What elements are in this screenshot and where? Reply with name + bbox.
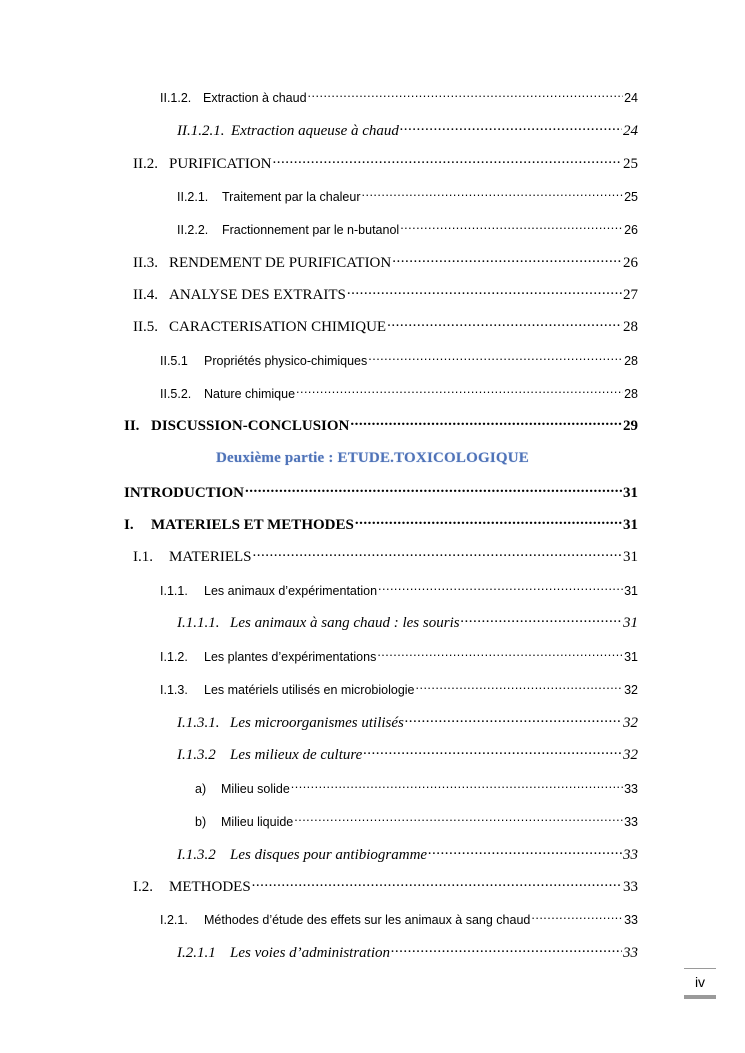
toc-entry-number: II.5.1 [160, 354, 188, 368]
toc-entry-number: I.1.3. [160, 683, 188, 697]
toc-entry-title: Les plantes d’expérimentations [204, 650, 377, 664]
toc-entry-number: I.1. [133, 549, 153, 565]
toc-entry-number: I.1.1.1. [177, 615, 220, 631]
toc-entry[interactable] [160, 910, 638, 929]
toc-entry-number: I.2.1.1 [177, 945, 216, 961]
page-number-bar [684, 995, 716, 999]
toc-entry[interactable] [133, 154, 638, 173]
toc-entry-title: RENDEMENT DE PURIFICATION [169, 255, 392, 271]
dot-leader [531, 910, 623, 924]
toc-entry-page: 26 [624, 223, 638, 237]
toc-entry-number: I.2. [133, 879, 153, 895]
dot-leader [400, 121, 622, 135]
toc-entry-page: 32 [623, 715, 638, 731]
toc-entry[interactable] [133, 547, 638, 566]
toc-entry-page: 32 [624, 683, 638, 697]
dot-leader [347, 285, 622, 299]
toc-entry[interactable] [160, 647, 638, 666]
toc-entry-number: a) [195, 782, 207, 796]
toc-entry-page: 31 [624, 584, 638, 598]
toc-entry-number: II. [124, 418, 140, 434]
toc-entry-title: Milieu solide [221, 782, 290, 796]
toc-entry-page: 33 [623, 847, 638, 863]
toc-entry[interactable] [177, 745, 638, 764]
dot-leader [245, 483, 622, 497]
dot-leader [362, 187, 624, 201]
toc-entry[interactable] [133, 285, 638, 304]
toc-entry[interactable] [160, 680, 638, 699]
toc-entry-page: 31 [624, 650, 638, 664]
dot-leader [378, 581, 623, 595]
toc-entry-number: I.1.2. [160, 650, 188, 664]
toc-entry[interactable] [160, 384, 638, 403]
toc-entry-number: I.1.3.2 [177, 747, 216, 763]
toc-entry-page: 33 [624, 913, 638, 927]
toc-entry-title: INTRODUCTION [124, 485, 245, 501]
toc-entry[interactable] [124, 416, 638, 435]
toc-entry-number: II.5.2. [160, 387, 192, 401]
dot-leader [428, 845, 622, 859]
dot-leader [377, 647, 623, 661]
toc-entry-number: I.1.3.2 [177, 847, 216, 863]
toc-entry-title: Nature chimique [204, 387, 296, 401]
toc-entry-number: I.1.3.1. [177, 715, 220, 731]
dot-leader [308, 88, 624, 102]
toc-entry-page: 32 [623, 747, 638, 763]
toc-entry-title: DISCUSSION-CONCLUSION [151, 418, 350, 434]
toc-entry-number: II.2.1. [177, 190, 209, 204]
toc-entry-page: 26 [623, 255, 638, 271]
dot-leader [392, 253, 622, 267]
dot-leader [350, 416, 622, 430]
toc-entry-title: Milieu liquide [221, 815, 294, 829]
toc-entry-title: Traitement par la chaleur [222, 190, 361, 204]
toc-entry[interactable] [160, 88, 638, 107]
dot-leader [253, 547, 623, 561]
toc-entry[interactable] [177, 943, 638, 962]
toc-entry-title: CARACTERISATION CHIMIQUE [169, 319, 387, 335]
toc-entry-page: 31 [623, 615, 638, 631]
toc-entry[interactable] [124, 515, 638, 534]
page-number-box [684, 968, 716, 999]
toc-entry-page: 25 [623, 156, 638, 172]
toc-entry-number: I. [124, 517, 134, 533]
toc-entry[interactable] [177, 187, 638, 206]
toc-entry-page: 33 [623, 945, 638, 961]
toc-entry-title: Méthodes d’étude des effets sur les animaux à sang chaud [204, 913, 531, 927]
toc-entry-title: Les milieux de culture [230, 747, 363, 763]
toc-entry-page: 33 [624, 815, 638, 829]
toc-entry-title: Fractionnement par le n-butanol [222, 223, 400, 237]
toc-entry[interactable] [133, 317, 638, 336]
toc-entry-number: II.2.2. [177, 223, 209, 237]
toc-entry[interactable] [177, 713, 638, 732]
toc-entry[interactable] [177, 613, 638, 632]
toc-entry-page: 31 [623, 549, 638, 565]
toc-entry[interactable] [160, 351, 638, 370]
toc-entry-page: 24 [623, 123, 638, 139]
dot-leader [405, 713, 622, 727]
dot-leader [368, 351, 623, 365]
toc-entry-number: II.5. [133, 319, 158, 335]
dot-leader [355, 515, 622, 529]
toc-entry[interactable] [160, 581, 638, 600]
toc-entry-title: MATERIELS ET METHODES [151, 517, 354, 533]
toc-entry-page: 31 [623, 485, 638, 501]
toc-entry[interactable] [177, 845, 638, 864]
toc-entry-page: 31 [623, 517, 638, 533]
toc-entry[interactable] [177, 121, 638, 140]
dot-leader [391, 943, 622, 957]
toc-entry-title: Les matériels utilisés en microbiologie [204, 683, 415, 697]
toc-entry-page: 33 [624, 782, 638, 796]
toc-entry-page: 28 [624, 387, 638, 401]
toc-entry-page: 25 [624, 190, 638, 204]
toc-entry-title: Les animaux à sang chaud : les souris [230, 615, 460, 631]
toc-entry[interactable] [195, 812, 638, 831]
dot-leader [291, 779, 623, 793]
toc-entry-page: 27 [623, 287, 638, 303]
dot-leader [363, 745, 622, 759]
toc-entry-number: b) [195, 815, 207, 829]
toc-entry[interactable] [177, 220, 638, 239]
toc-entry-number: II.1.2. [160, 91, 192, 105]
dot-leader [273, 154, 622, 168]
toc-entry[interactable] [124, 483, 638, 502]
dot-leader [416, 680, 624, 694]
toc-entry-title: Les voies d’administration [230, 945, 390, 961]
toc-entry-title: Les animaux d’expérimentation [204, 584, 378, 598]
toc-entry-title: Les microorganismes utilisés [230, 715, 404, 731]
part-heading: Deuxième partie : ETUDE.TOXICOLOGIQUE [216, 450, 529, 466]
toc-entry-number: II.1.2.1. [177, 123, 225, 139]
toc-entry-title: Propriétés physico-chimiques [204, 354, 368, 368]
dot-leader [387, 317, 622, 331]
toc-entry-page: 28 [624, 354, 638, 368]
toc-entry-number: II.4. [133, 287, 158, 303]
toc-entry-page: 33 [623, 879, 638, 895]
toc-entry-page: 28 [623, 319, 638, 335]
toc-entry-title: Les disques pour antibiogramme [230, 847, 428, 863]
toc-entry-page: 24 [624, 91, 638, 105]
toc-entry-number: I.2.1. [160, 913, 188, 927]
toc-entry-title: MATERIELS [169, 549, 252, 565]
toc-entry-page: 29 [623, 418, 638, 434]
toc-entry-title: Extraction à chaud [203, 91, 307, 105]
dot-leader [400, 220, 623, 234]
toc-entry[interactable] [133, 253, 638, 272]
toc-entry-title: PURIFICATION [169, 156, 272, 172]
toc-entry[interactable] [133, 877, 638, 896]
toc-entry-title: ANALYSE DES EXTRAITS [169, 287, 346, 303]
dot-leader [461, 613, 622, 627]
dot-leader [294, 812, 623, 826]
dot-leader [252, 877, 622, 891]
toc-entry[interactable] [195, 779, 638, 798]
toc-entry-number: II.2. [133, 156, 158, 172]
toc-entry-title: METHODES [169, 879, 251, 895]
toc-entry-number: I.1.1. [160, 584, 188, 598]
toc-entry-number: II.3. [133, 255, 158, 271]
toc-entry-title: Extraction aqueuse à chaud [231, 123, 399, 139]
dot-leader [296, 384, 623, 398]
page-number: iv [694, 974, 706, 990]
